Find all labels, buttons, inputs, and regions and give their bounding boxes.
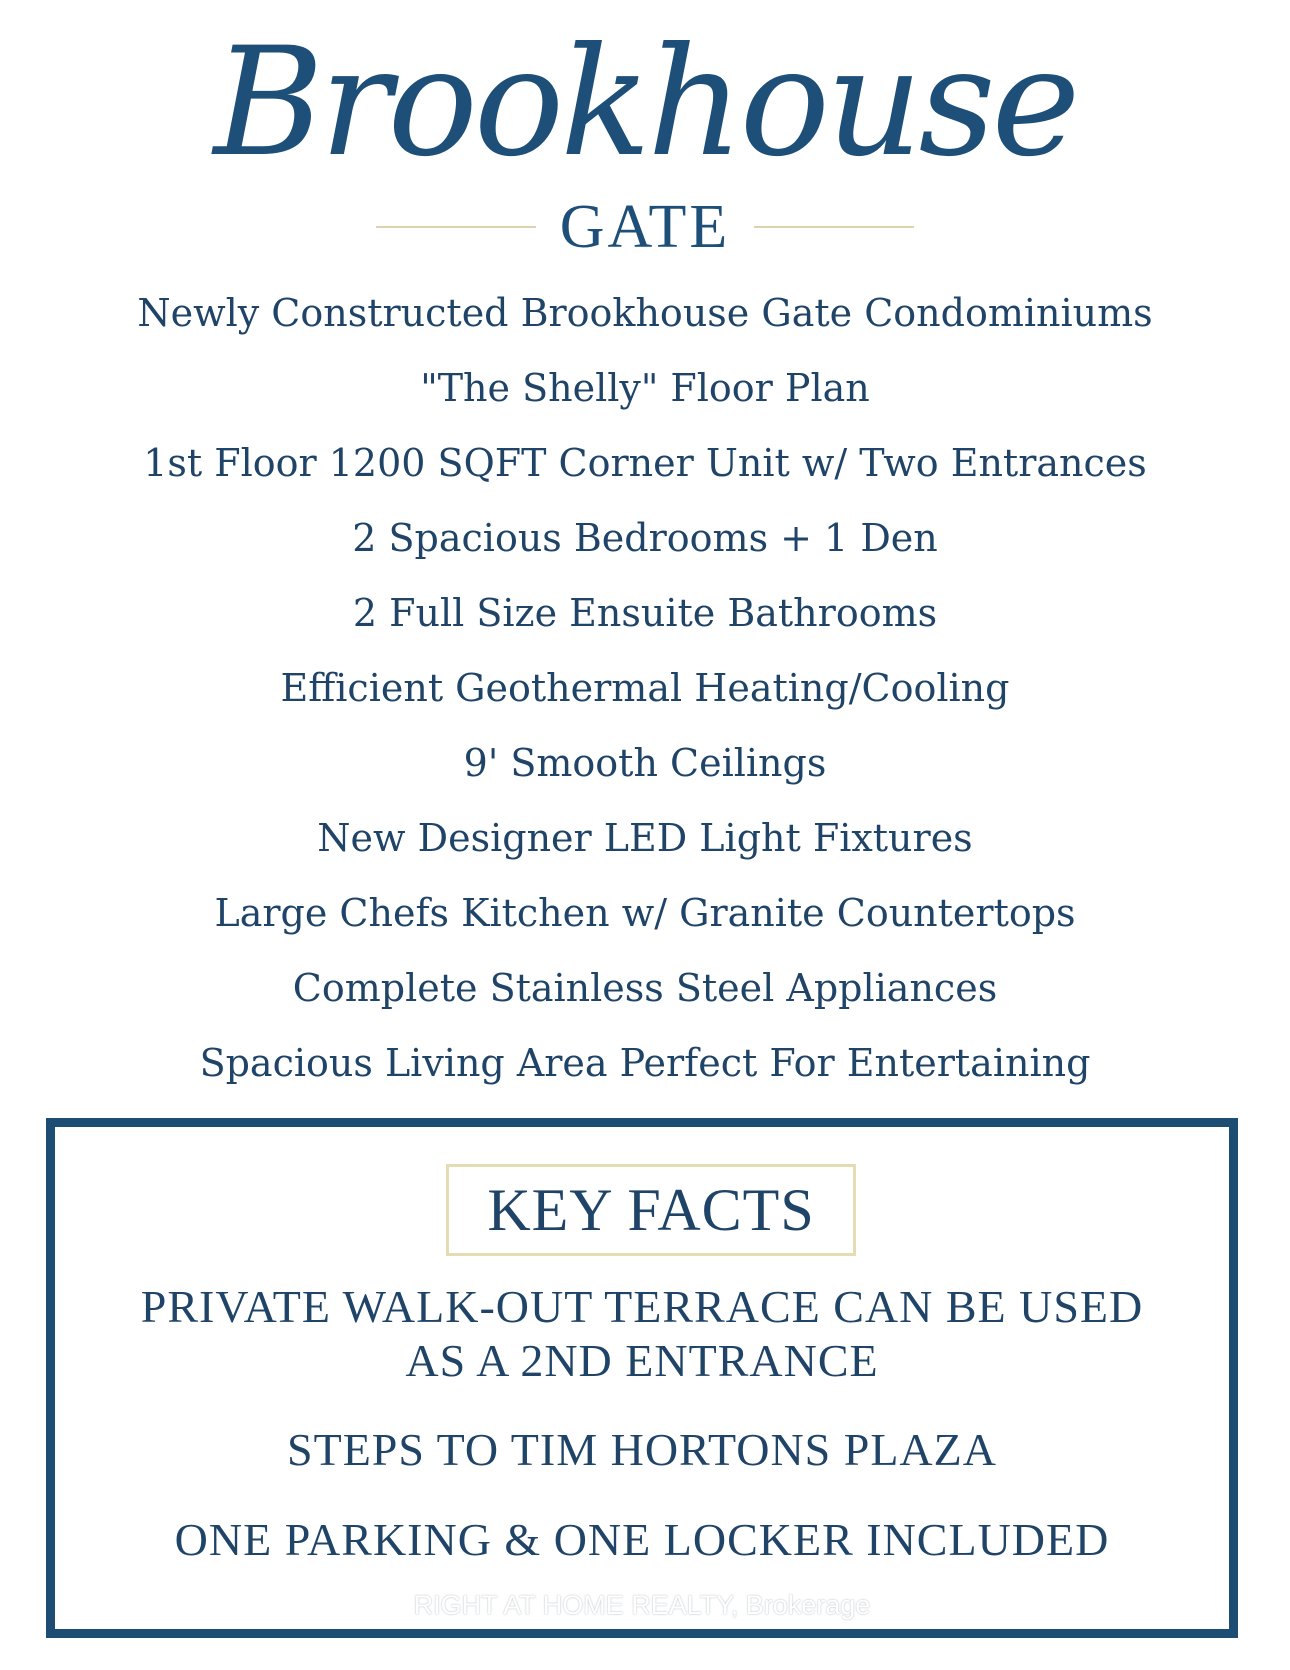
logo-right-rule [754, 226, 914, 228]
key-facts-box [46, 1118, 1238, 1638]
feature-item: Large Chefs Kitchen w/ Granite Countertops [214, 891, 1076, 935]
feature-item: Newly Constructed Brookhouse Gate Condominiums [137, 291, 1153, 335]
feature-list [0, 276, 1290, 1101]
feature-item: 1st Floor 1200 SQFT Corner Unit w/ Two Entrances [143, 441, 1147, 485]
key-fact-item: PRIVATE WALK-OUT TERRACE CAN BE USED AS A 2ND ENTRANCE [140, 1281, 1144, 1386]
key-fact-item: ONE PARKING & ONE LOCKER INCLUDED [174, 1514, 1110, 1565]
logo-left-rule [376, 226, 536, 228]
brokerage-watermark: RIGHT AT HOME REALTY, Brokerage [413, 1590, 871, 1620]
feature-item: 9' Smooth Ceilings [463, 741, 827, 785]
logo-subtitle: GATE [559, 192, 731, 261]
feature-item: New Designer LED Light Fixtures [317, 816, 973, 860]
brookhouse-gate-logo [175, 0, 1115, 260]
feature-item: Efficient Geothermal Heating/Cooling [280, 666, 1010, 710]
feature-item: Spacious Living Area Perfect For Entertaining [199, 1041, 1091, 1085]
key-facts-title: KEY FACTS [446, 1164, 856, 1256]
feature-item: 2 Full Size Ensuite Bathrooms [352, 591, 938, 635]
key-fact-item: STEPS TO TIM HORTONS PLAZA [287, 1424, 997, 1475]
logo-subtitle-row [175, 192, 1115, 262]
feature-item: 2 Spacious Bedrooms + 1 Den [352, 516, 938, 560]
feature-item: "The Shelly" Floor Plan [420, 366, 870, 410]
feature-item: Complete Stainless Steel Appliances [292, 966, 998, 1010]
logo-script-text: Brookhouse [213, 16, 1077, 190]
